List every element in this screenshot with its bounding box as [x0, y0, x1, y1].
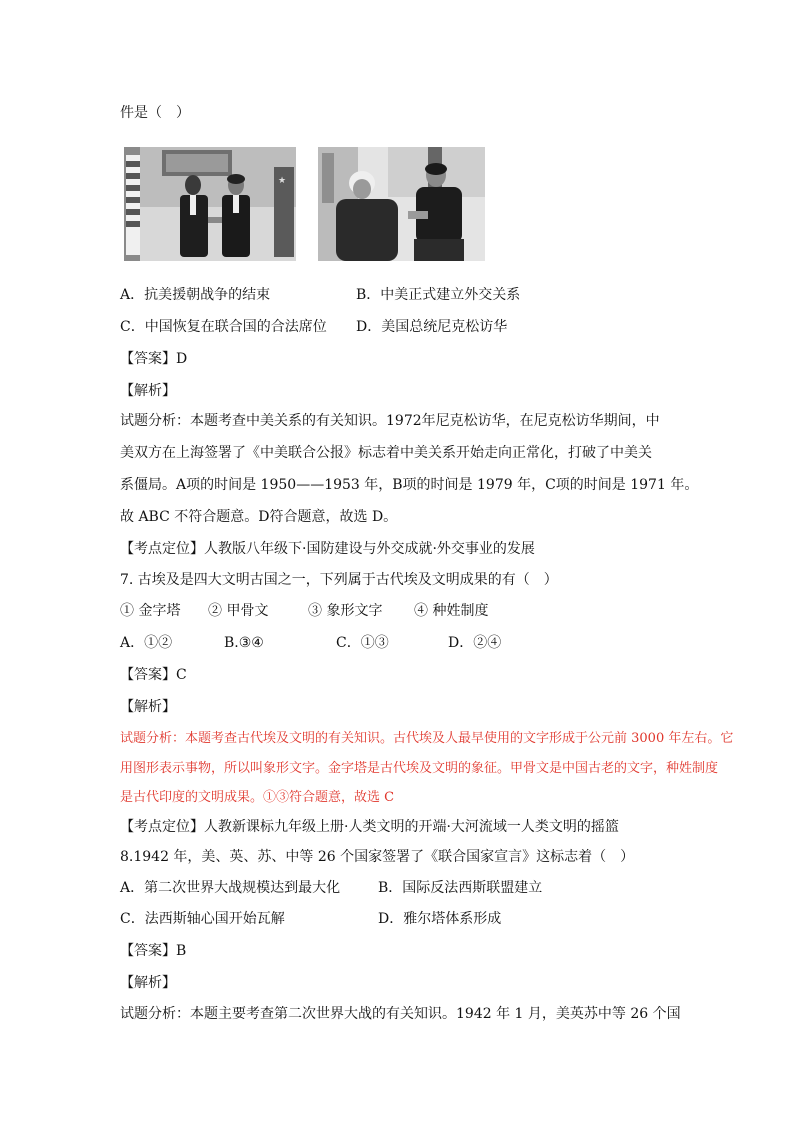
- question-stem-tail: 件是（ ）: [120, 105, 190, 121]
- q7-analysis-line: 是古代印度的文明成果。①③符合题意，故选 C: [120, 790, 395, 805]
- q6-analysis-line: 系僵局。A项的时间是 1950——1953 年，B项的时间是 1979 年，C项的时间是 1971 年。: [120, 477, 699, 493]
- q6-option-d: D．美国总统尼克松访华: [356, 319, 508, 335]
- q8-stem: 8.1942 年，美、英、苏、中等 26 个国家签署了《联合国家宣言》这标志着（ ）: [120, 849, 635, 865]
- q7-item-4: ④ 种姓制度: [414, 603, 489, 619]
- q7-option-c: C．①③: [336, 635, 389, 651]
- q8-option-d: D．雅尔塔体系形成: [378, 911, 502, 927]
- q7-analysis-line: 用图形表示事物，所以叫象形文字。金字塔是古代埃及文明的象征。甲骨文是中国古老的文字，种姓制度: [120, 761, 719, 776]
- q6-answer: 【答案】D: [120, 351, 188, 367]
- q6-option-b: B．中美正式建立外交关系: [356, 287, 521, 303]
- q7-item-2: ② 甲骨文: [208, 603, 269, 619]
- q8-analysis-line: 试题分析：本题主要考查第二次世界大战的有关知识。1942 年 1 月，美英苏中等 26 个国: [120, 1006, 681, 1022]
- q6-analysis-line: 美双方在上海签署了《中美联合公报》标志着中美关系开始走向正常化，打破了中美关: [120, 445, 652, 461]
- q6-analysis-heading: 【解析】: [120, 383, 176, 399]
- q7-item-1: ① 金字塔: [120, 603, 181, 619]
- q6-analysis-line: 试题分析：本题考查中美关系的有关知识。1972年尼克松访华，在尼克松访华期间，中: [120, 413, 660, 429]
- q7-analysis-heading: 【解析】: [120, 699, 176, 715]
- q6-analysis-line: 故 ABC 不符合题意。D符合题意，故选 D。: [120, 509, 398, 525]
- svg-text:★: ★: [278, 176, 287, 186]
- q7-option-a: A．①②: [120, 635, 173, 651]
- q8-option-c: C．法西斯轴心国开始瓦解: [120, 911, 285, 927]
- photo-handshake: [124, 147, 296, 261]
- q7-kaodian: 【考点定位】人教新课标九年级上册·人类文明的开端·大河流域一人类文明的摇篮: [120, 819, 619, 835]
- q7-answer: 【答案】C: [120, 667, 187, 683]
- q6-kaodian: 【考点定位】人教版八年级下·国防建设与外交成就·外交事业的发展: [120, 541, 535, 557]
- q6-option-c: C．中国恢复在联合国的合法席位: [120, 319, 327, 335]
- q6-option-a: A．抗美援朝战争的结束: [120, 287, 271, 303]
- photo-meeting: [318, 147, 485, 261]
- q8-answer: 【答案】B: [120, 943, 187, 959]
- q8-option-b: B．国际反法西斯联盟建立: [378, 880, 543, 896]
- q7-stem: 7. 古埃及是四大文明古国之一，下列属于古代埃及文明成果的有（ ）: [120, 572, 558, 588]
- q7-option-d: D．②④: [448, 635, 502, 651]
- q8-analysis-heading: 【解析】: [120, 975, 176, 991]
- q7-analysis-line: 试题分析：本题考查古代埃及文明的有关知识。古代埃及人最早使用的文字形成于公元前 3000 年左右。它: [120, 731, 734, 746]
- q7-option-b: B.③④: [224, 635, 264, 651]
- q8-option-a: A．第二次世界大战规模达到最大化: [120, 880, 341, 896]
- q7-item-3: ③ 象形文字: [308, 603, 383, 619]
